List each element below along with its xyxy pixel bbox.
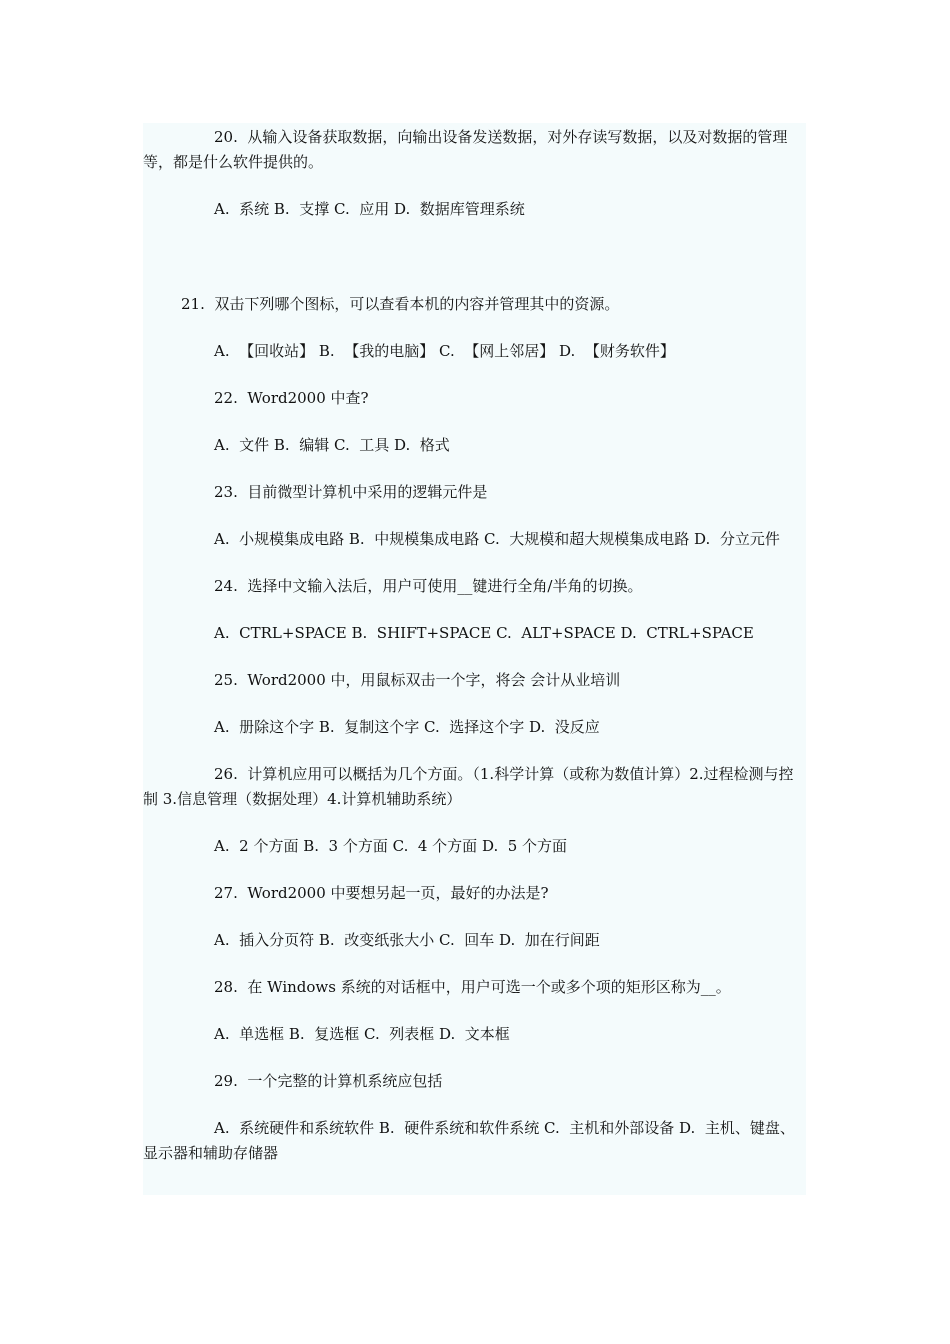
question-23: 23. 目前微型计算机中采用的逻辑元件是	[214, 483, 488, 501]
question-28: 28. 在 Windows 系统的对话框中，用户可选一个或多个项的矩形区称为__。	[214, 978, 731, 996]
question-26: 26. 计算机应用可以概括为几个方面。（1.科学计算（或称为数值计算）2.过程检测与控制 3.信息管理（数据处理）4.计算机辅助系统）	[143, 765, 794, 808]
question-25: 25. Word2000 中，用鼠标双击一个字，将会 会计从业培训	[214, 671, 621, 689]
question-20: 20. 从输入设备获取数据，向输出设备发送数据，对外存读写数据，以及对数据的管理等，都是什么软件提供的。	[143, 128, 788, 171]
options-20: A. 系统 B. 支撑 C. 应用 D. 数据库管理系统	[214, 200, 525, 218]
options-28: A. 单选框 B. 复选框 C. 列表框 D. 文本框	[214, 1025, 510, 1043]
options-29: A. 系统硬件和系统软件 B. 硬件系统和软件系统 C. 主机和外部设备 D. 主机、键盘、显示器和辅助存储器	[143, 1119, 795, 1162]
options-22: A. 文件 B. 编辑 C. 工具 D. 格式	[214, 436, 450, 454]
question-21: 21. 双击下列哪个图标，可以查看本机的内容并管理其中的资源。	[181, 295, 620, 313]
options-27: A. 插入分页符 B. 改变纸张大小 C. 回车 D. 加在行间距	[214, 931, 600, 949]
question-22: 22. Word2000 中查?	[214, 389, 369, 407]
options-26: A. 2 个方面 B. 3 个方面 C. 4 个方面 D. 5 个方面	[214, 837, 568, 855]
options-24: A. CTRL+SPACE B. SHIFT+SPACE C. ALT+SPACE D. CTRL+SPACE	[214, 624, 754, 642]
options-21: A. 【回收站】 B. 【我的电脑】 C. 【网上邻居】 D. 【财务软件】	[214, 342, 675, 360]
question-27: 27. Word2000 中要想另起一页，最好的办法是?	[214, 884, 549, 902]
question-24: 24. 选择中文输入法后，用户可使用__键进行全角/半角的切换。	[214, 577, 643, 595]
options-23: A. 小规模集成电路 B. 中规模集成电路 C. 大规模和超大规模集成电路 D. 分立元件	[214, 530, 780, 548]
question-29: 29. 一个完整的计算机系统应包括	[214, 1072, 443, 1090]
question-list	[143, 125, 803, 1166]
options-25: A. 册除这个字 B. 复制这个字 C. 选择这个字 D. 没反应	[214, 718, 600, 736]
